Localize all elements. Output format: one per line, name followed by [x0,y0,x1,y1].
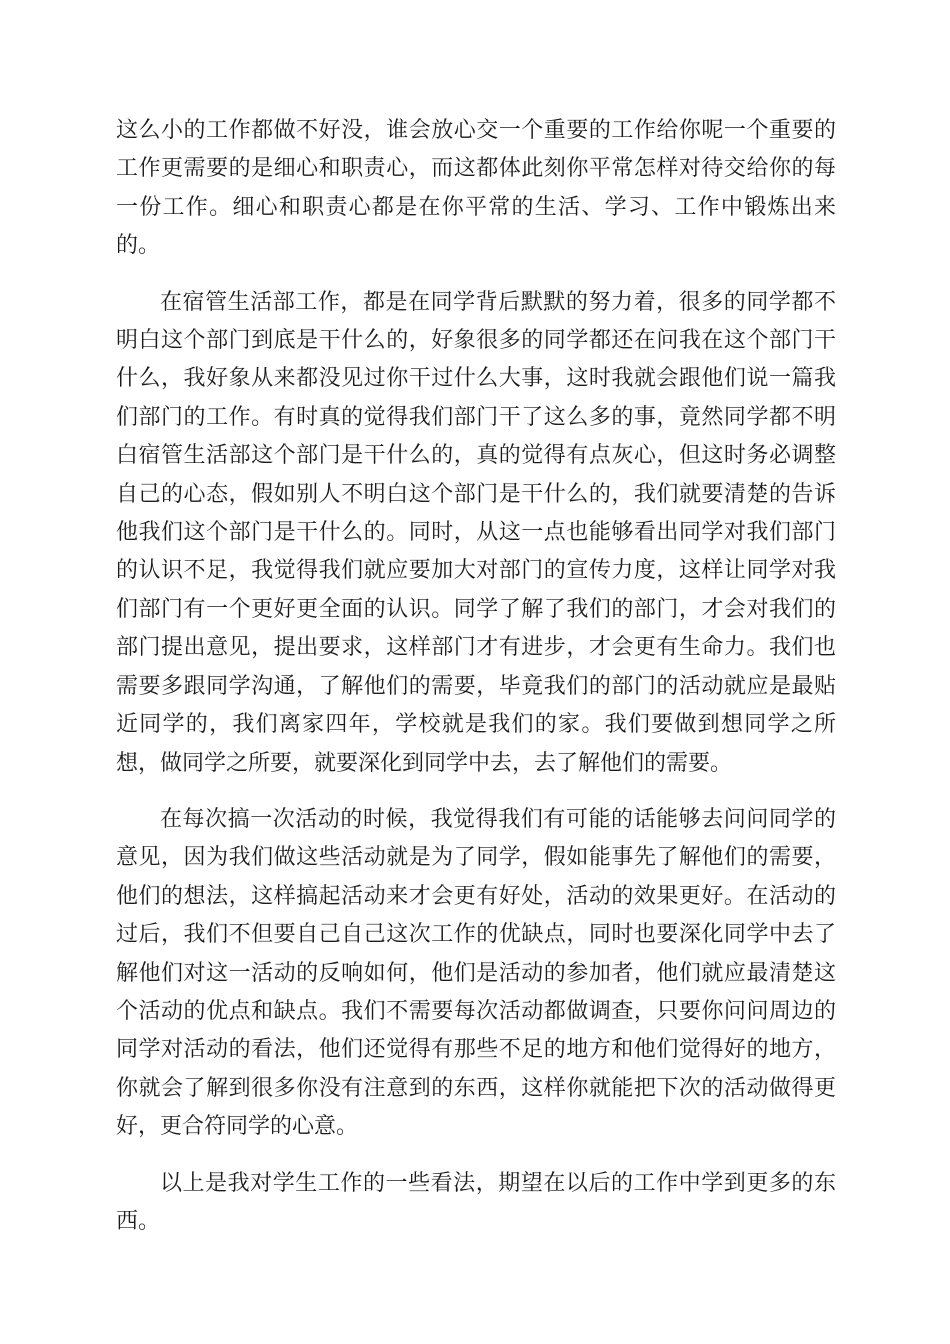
paragraph-2: 在宿管生活部工作，都是在同学背后默默的努力着，很多的同学都不明白这个部门到底是干什么的，好象很多的同学都还在问我在这个部门干什么，我好象从来都没见过你干过什么大事，这时我就会跟他们说一篇我们部门的工作。有时真的觉得我们部门干了这么多的事，竟然同学都不明白宿管生活部这个部门是干什么的，真的觉得有点灰心，但这时务必调整自己的心态，假如别人不明白这个部门是干什么的，我们就要清楚的告诉他我们这个部门是干什么的。同时，从这一点也能够看出同学对我们部门的认识不足，我觉得我们就应要加大对部门的宣传力度，这样让同学对我们部门有一个更好更全面的认识。同学了解了我们的部门，才会对我们的部门提出意见，提出要求，这样部门才有进步，才会更有生命力。我们也需要多跟同学沟通，了解他们的需要，毕竟我们的部门的活动就应是最贴近同学的，我们离家四年，学校就是我们的家。我们要做到想同学之所想，做同学之所要，就要深化到同学中去，去了解他们的需要。 [116,289,836,776]
paragraph-4: 以上是我对学生工作的一些看法，期望在以后的工作中学到更多的东西。 [116,1170,836,1234]
paragraph-1: 这么小的工作都做不好没，谁会放心交一个重要的工作给你呢一个重要的工作更需要的是细心和职责心，而这都体此刻你平常怎样对待交给你的每一份工作。细心和职责心都是在你平常的生活、学习、工作中锻炼出来的。 [116,118,836,259]
paragraph-3: 在每次搞一次活动的时候，我觉得我们有可能的话能够去问问同学的意见，因为我们做这些活动就是为了同学，假如能事先了解他们的需要，他们的想法，这样搞起活动来才会更有好处，活动的效果更好。在活动的过后，我们不但要自己自己这次工作的优缺点，同时也要深化同学中去了解他们对这一活动的反响如何，他们是活动的参加者，他们就应最清楚这个活动的优点和缺点。我们不需要每次活动都做调查，只要你问问周边的同学对活动的看法，他们还觉得有那些不足的地方和他们觉得好的地方，你就会了解到很多你没有注意到的东西，这样你就能把下次的活动做得更好，更合符同学的心意。 [116,806,836,1140]
document-body [116,112,836,1259]
